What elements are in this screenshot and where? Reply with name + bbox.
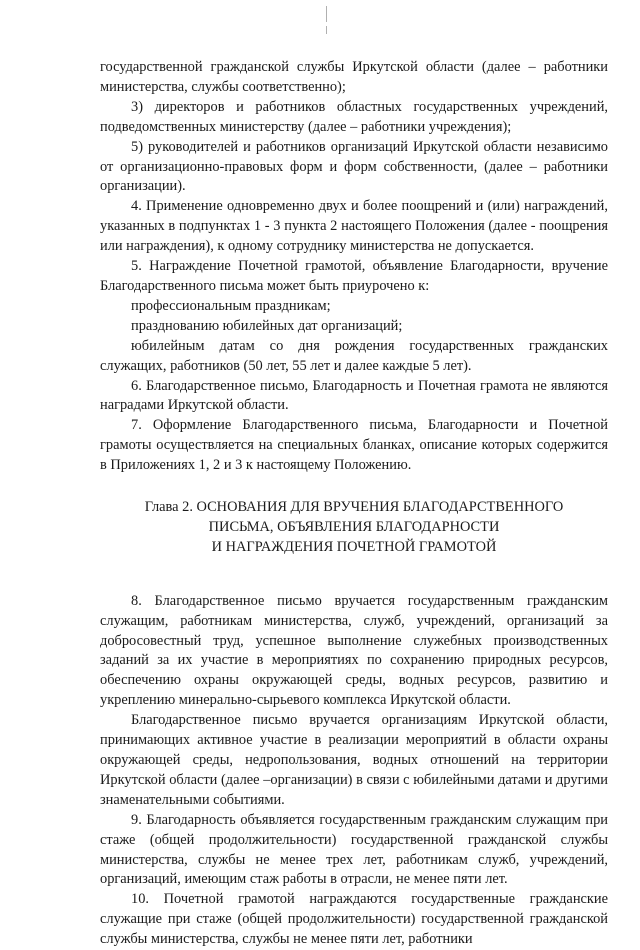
paragraph: 7. Оформление Благодарственного письма, Благодарности и Почетной грамоты осуществляется на специальных бланках, описание которых содержится в Приложениях 1, 2 и 3 к настоящему Положению. bbox=[100, 417, 608, 474]
paragraph: 3) директоров и работников областных государственных учреждений, подведомственных министерству (далее – работники учреждения); bbox=[100, 98, 608, 135]
paragraph: 9. Благодарность объявляется государственным гражданским служащим при стаже (общей продолжительности) государственной гражданской службы министерства, службы не менее трех лет, работникам служб, учреждений, организаций, имеющим стаж работы в отрасли, не менее пяти лет. bbox=[100, 811, 608, 888]
scan-mark bbox=[326, 6, 327, 22]
paragraph: 10. Почетной грамотой награждаются государственные гражданские служащие при стаже (общей продолжительности) государственной гражданской службы министерства, службы не менее пяти лет, работники bbox=[100, 891, 608, 948]
paragraph: Благодарственное письмо вручается организациям Иркутской области, принимающих активное участие в реализации мероприятий в области охраны окружающей среды, недропользования, водных отношений на территории Иркутской области (далее –организации) в связи с юбилейными датами и другими знаменательными событиями. bbox=[100, 712, 608, 808]
chapter-heading bbox=[100, 498, 608, 558]
scan-mark bbox=[326, 26, 327, 34]
paragraph: 4. Применение одновременно двух и более поощрений и (или) награждений, указанных в подпунктах 1 - 3 пункта 2 настоящего Положения (далее - поощрения или награждения), к одному сотруднику министерства не допускается. bbox=[100, 198, 608, 255]
list-item: профессиональным праздникам; bbox=[131, 297, 331, 314]
chapter-heading-line: Глава 2. ОСНОВАНИЯ ДЛЯ ВРУЧЕНИЯ БЛАГОДАРСТВЕННОГО bbox=[144, 499, 564, 516]
paragraph: 5. Награждение Почетной грамотой, объявление Благодарности, вручение Благодарственного письма может быть приурочено к: bbox=[100, 258, 608, 294]
list-item: празднованию юбилейных дат организаций; bbox=[131, 317, 403, 334]
chapter-heading-line: И НАГРАЖДЕНИЯ ПОЧЕТНОЙ ГРАМОТОЙ bbox=[211, 538, 497, 555]
list-item: юбилейным датам со дня рождения государственных гражданских служащих, работников (50 лет, 55 лет и далее каждые 5 лет). bbox=[100, 337, 608, 374]
paragraph: 8. Благодарственное письмо вручается государственным гражданским служащим, работникам министерства, служб, учреждений, организаций за добросовестный труд, успешное выполнение служебных производственных заданий за их участие в мероприятиях по сохранению природных ресурсов, обеспечению охраны окружающей среды, водных ресурсов, развитию и укреплению минерально-сырьевого комплекса Иркутской области. bbox=[100, 592, 608, 709]
paragraph: государственной гражданской службы Иркутской области (далее – работники министерства, службы соответственно); bbox=[100, 59, 608, 95]
paragraph: 6. Благодарственное письмо, Благодарность и Почетная грамота не являются наградами Иркутской области. bbox=[100, 377, 608, 414]
document-body bbox=[100, 58, 608, 950]
paragraph: 5) руководителей и работников организаций Иркутской области независимо от организационно-правовых форм и форм собственности, (далее – работники организации). bbox=[100, 138, 608, 195]
chapter-heading-line: ПИСЬМА, ОБЪЯВЛЕНИЯ БЛАГОДАРНОСТИ bbox=[208, 518, 500, 535]
